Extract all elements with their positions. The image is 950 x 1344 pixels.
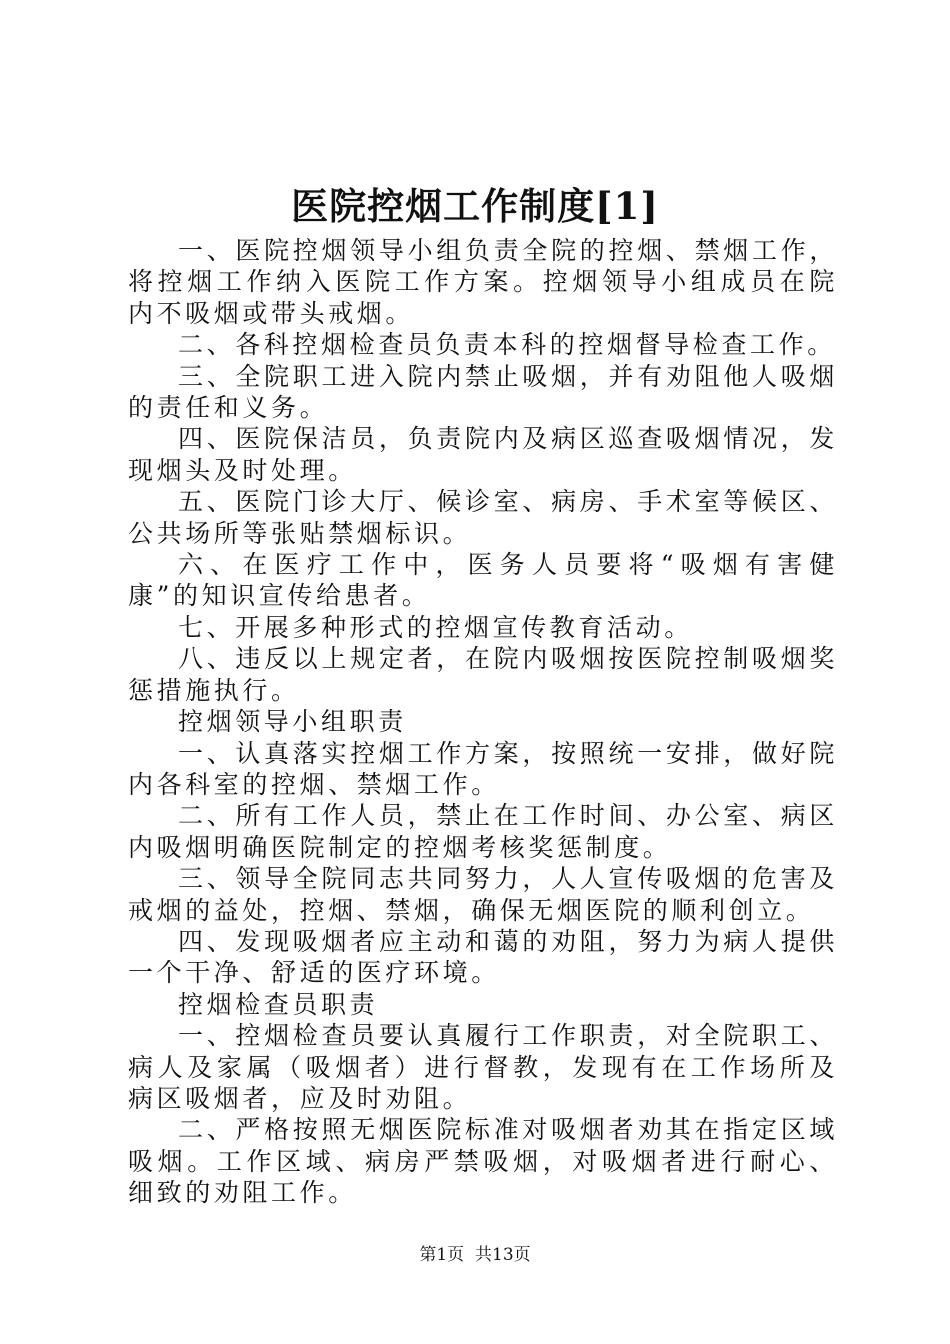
paragraph: 二、各科控烟检查员负责本科的控烟督导检查工作。 [178, 330, 836, 360]
paragraph: 一、控烟检查员要认真履行工作职责，对全院职工、病人及家属（吸烟者）进行督教，发现有在工作场所及病区吸烟者，应及时劝阻。 [128, 1021, 838, 1113]
paragraph: 八、违反以上规定者，在院内吸烟按医院控制吸烟奖惩措施执行。 [128, 644, 838, 705]
paragraph: 一、医院控烟领导小组负责全院的控烟、禁烟工作，将控烟工作纳入医院工作方案。控烟领导小组成员在院内不吸烟或带头戒烟。 [128, 236, 838, 328]
paragraph: 一、认真落实控烟工作方案，按照统一安排，做好院内各科室的控烟、禁烟工作。 [128, 738, 838, 799]
paragraph: 七、开展多种形式的控烟宣传教育活动。 [178, 612, 693, 642]
paragraph: 二、严格按照无烟医院标准对吸烟者劝其在指定区域吸烟。工作区域、病房严禁吸烟，对吸烟者进行耐心、细致的劝阻工作。 [128, 1115, 838, 1208]
section-heading: 控烟领导小组职责 [178, 707, 407, 737]
page-total: 共13页 [475, 1245, 531, 1265]
paragraph: 五、医院门诊大厅、候诊室、病房、手术室等候区、公共场所等张贴禁烟标识。 [128, 487, 838, 548]
paragraph: 三、领导全院同志共同努力，人人宣传吸烟的危害及戒烟的益处，控烟、禁烟，确保无烟医院的顺利创立。 [128, 864, 838, 925]
paragraph: 六、在医疗工作中，医务人员要将“吸烟有害健康”的知识宣传给患者。 [128, 550, 838, 611]
page-footer [0, 1243, 950, 1267]
paragraph: 四、发现吸烟者应主动和蔼的劝阻，努力为病人提供一个干净、舒适的医疗环境。 [128, 926, 838, 988]
document-title: 医院控烟工作制度[1] [291, 184, 659, 228]
paragraph: 三、全院职工进入院内禁止吸烟，并有劝阻他人吸烟的责任和义务。 [128, 361, 838, 423]
page-number: 第1页 [419, 1245, 465, 1265]
document-body [128, 235, 838, 1209]
paragraph: 二、所有工作人员，禁止在工作时间、办公室、病区内吸烟明确医院制定的控烟考核奖惩制度。 [128, 801, 838, 862]
section-heading: 控烟检查员职责 [178, 989, 379, 1019]
paragraph: 四、医院保洁员，负责院内及病区巡查吸烟情况，发现烟头及时处理。 [128, 424, 838, 485]
